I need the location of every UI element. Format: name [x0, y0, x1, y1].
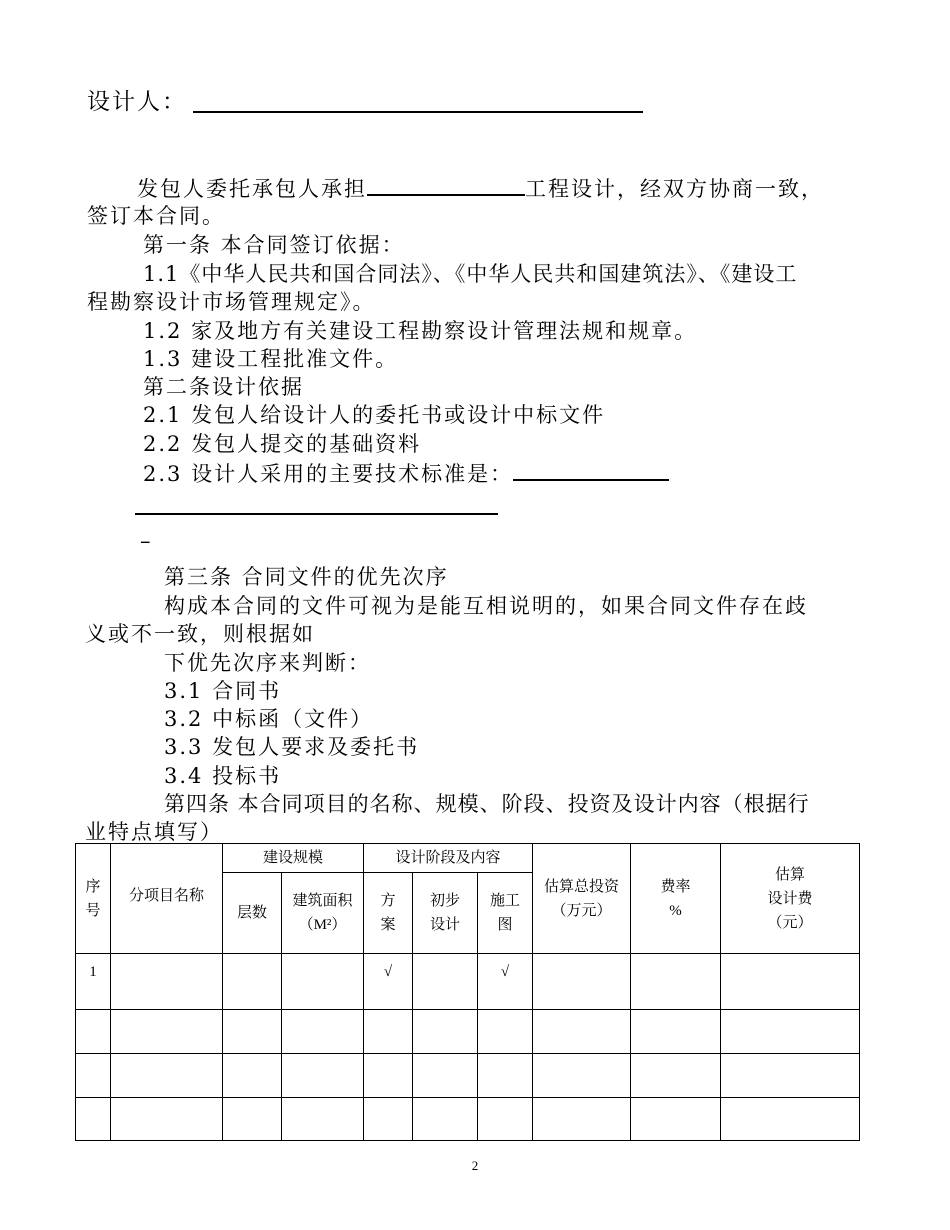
article1-item1-line1: 1.1《中华人民共和国合同法》、《中华人民共和国建筑法》、《建设工	[143, 262, 798, 286]
table-cell[interactable]	[282, 1098, 364, 1141]
table-cell[interactable]	[631, 1098, 721, 1141]
article3-item: 3.2 中标函（文件）	[164, 707, 374, 731]
article4-title-line2: 业特点填写）	[85, 820, 223, 844]
table-row	[76, 1054, 860, 1098]
header-preliminary: 初步 设计	[413, 873, 478, 954]
table-cell[interactable]	[533, 1010, 631, 1054]
table-cell[interactable]	[223, 1010, 282, 1054]
article1-item2: 1.2 家及地方有关建设工程勘察设计管理法规和规章。	[143, 319, 698, 343]
table-cell[interactable]	[413, 1098, 478, 1141]
article3-item: 3.1 合同书	[164, 679, 282, 703]
table-cell[interactable]	[364, 1098, 413, 1141]
table-row	[76, 954, 860, 1010]
table-cell[interactable]	[631, 954, 721, 1010]
article2-item3-text: 2.3 设计人采用的主要技术标准是：	[143, 462, 514, 486]
standards-blank[interactable]	[513, 459, 669, 481]
table-cell[interactable]	[631, 1054, 721, 1098]
scheme-check[interactable]: √	[364, 954, 413, 1010]
article2-title: 第二条设计依据	[143, 375, 304, 399]
table-cell[interactable]	[721, 1054, 860, 1098]
intro-part1: 发包人委托承包人承担	[137, 177, 367, 201]
intro-line-2: 签订本合同。	[87, 204, 225, 228]
table-cell[interactable]	[76, 1010, 111, 1054]
table-cell[interactable]	[364, 1054, 413, 1098]
article1-title: 第一条 本合同签订依据：	[143, 233, 405, 257]
header-floors: 层数	[223, 873, 282, 954]
header-rate: 费率 %	[631, 844, 721, 954]
header-fee: 估算 设计费 （元）	[721, 844, 860, 954]
header-scale: 建设规模	[223, 844, 364, 873]
header-construction: 施工 图	[478, 873, 533, 954]
article3-body-line1: 构成本合同的文件可视为是能互相说明的，如果合同文件存在歧	[164, 594, 808, 618]
table-cell[interactable]	[111, 1098, 223, 1141]
article1-item3: 1.3 建设工程批准文件。	[143, 347, 399, 371]
table-cell[interactable]	[111, 1054, 223, 1098]
standards-blank-2[interactable]	[135, 513, 498, 515]
header-index: 序 号	[76, 844, 111, 954]
table-cell[interactable]	[721, 1010, 860, 1054]
table-cell[interactable]	[282, 954, 364, 1010]
project-table	[75, 843, 860, 1141]
header-area: 建筑面积 （M²）	[282, 873, 364, 954]
project-name-blank[interactable]	[367, 174, 525, 196]
table-cell[interactable]	[364, 1010, 413, 1054]
table-row	[76, 1010, 860, 1054]
article2-item2: 2.2 发包人提交的基础资料	[143, 432, 422, 456]
table-cell[interactable]	[533, 954, 631, 1010]
table-cell[interactable]	[413, 954, 478, 1010]
header-investment: 估算总投资 （万元）	[533, 844, 631, 954]
designer-blank[interactable]	[193, 111, 643, 113]
intro-part2: 工程设计，经双方协商一致，	[525, 177, 824, 201]
construction-check[interactable]: √	[478, 954, 533, 1010]
table-cell[interactable]	[533, 1098, 631, 1141]
table-cell[interactable]	[111, 954, 223, 1010]
table-cell[interactable]	[282, 1054, 364, 1098]
article4-title-line1: 第四条 本合同项目的名称、规模、阶段、投资及设计内容（根据行	[164, 792, 810, 816]
table-cell[interactable]	[721, 954, 860, 1010]
row-index[interactable]: 1	[76, 954, 111, 1010]
table-cell[interactable]	[223, 954, 282, 1010]
table-cell[interactable]	[478, 1010, 533, 1054]
table-cell[interactable]	[413, 1054, 478, 1098]
header-stage: 设计阶段及内容	[364, 844, 533, 873]
table-cell[interactable]	[76, 1054, 111, 1098]
table-cell[interactable]	[413, 1010, 478, 1054]
table-cell[interactable]	[282, 1010, 364, 1054]
header-scheme: 方 案	[364, 873, 413, 954]
table-cell[interactable]	[223, 1054, 282, 1098]
table-cell[interactable]	[533, 1054, 631, 1098]
article3-item: 3.3 发包人要求及委托书	[164, 735, 420, 759]
table-cell[interactable]	[76, 1098, 111, 1141]
table-cell[interactable]	[721, 1098, 860, 1141]
article2-item1: 2.1 发包人给设计人的委托书或设计中标文件	[143, 403, 606, 427]
article2-dash: –	[140, 529, 153, 553]
article3-body-line2: 义或不一致，则根据如	[85, 622, 315, 646]
article3-item: 3.4 投标书	[164, 764, 282, 788]
intro-line-1	[137, 174, 824, 203]
table-cell[interactable]	[631, 1010, 721, 1054]
header-name: 分项目名称	[111, 844, 223, 954]
designer-label: 设计人：	[87, 89, 187, 115]
table-row	[76, 1098, 860, 1141]
article3-body-line3: 下优先次序来判断：	[164, 651, 371, 675]
table-cell[interactable]	[478, 1098, 533, 1141]
designer-line	[87, 88, 187, 116]
page-number: 2	[471, 1158, 479, 1173]
article3-title: 第三条 合同文件的优先次序	[164, 565, 449, 589]
article2-item3	[143, 459, 669, 488]
article1-item1-line2: 程勘察设计市场管理规定》。	[87, 290, 376, 314]
table-cell[interactable]	[111, 1010, 223, 1054]
table-cell[interactable]	[478, 1054, 533, 1098]
table-cell[interactable]	[223, 1098, 282, 1141]
